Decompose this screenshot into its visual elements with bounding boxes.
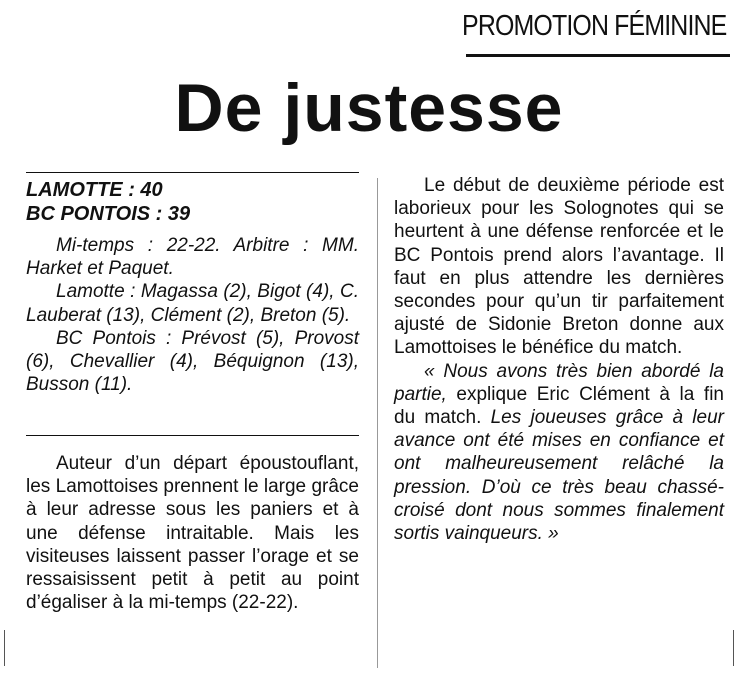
away-team-score: BC PONTOIS : 39 <box>26 203 191 225</box>
article-right-column <box>394 174 724 545</box>
rubric-underline <box>466 54 730 57</box>
left-column-top-rule <box>26 172 359 173</box>
lamotte-scorers: Lamotte : Magassa (2), Bigot (4), C. Lauberat (13), Clément (2), Breton (5). <box>26 281 359 326</box>
quote-attribution: explique Eric Clément à la fin du match. <box>394 383 724 429</box>
scan-margin-mark <box>4 630 5 666</box>
scan-margin-mark-right <box>733 630 734 666</box>
section-rubric: PROMOTION FÉMININE <box>461 10 726 42</box>
halftime-and-referees: Mi-temps : 22-22. Arbitre : MM. Harket et Paquet. <box>26 235 359 280</box>
match-info-box <box>26 234 359 396</box>
left-column-mid-rule <box>26 435 359 436</box>
home-team-score: LAMOTTE : 40 <box>26 179 163 201</box>
article-paragraph-2: Le début de deuxième période est laborieux pour les Solognotes qui se heurtent à une défense renforcée et le BC Pontois prend alors l’avantage. Il faut en plus attendre les dernières secondes pour qu’un tir parfaitement ajusté de Sidonie Breton donne aux Lamottoises le bénéfice du match. <box>394 175 724 359</box>
quote-part-2: Les joueuses grâce à leur avance ont été mises en confiance et ont malheureusement relâché la pression. D’où ce très beau chassé-croisé dont nous sommes finalement sortis vainqueurs. » <box>394 407 724 545</box>
pontois-scorers: BC Pontois : Prévost (5), Provost (6), Chevallier (4), Béquignon (13), Busson (11). <box>26 327 359 396</box>
score-box <box>26 178 359 226</box>
article-left-column <box>26 452 359 614</box>
quote-paragraph <box>394 360 724 546</box>
quote-part-1: « Nous avons très bien abordé la partie, <box>394 360 724 405</box>
article-paragraph-1: Auteur d’un départ époustouflant, les Lamottoises prennent le large grâce à leur adresse sous les paniers et à une défense intraitable. Mais les visiteuses laissent passer l’orage et se ressaisissent petit à petit au point d’égaliser à la mi-temps (22-22). <box>26 453 359 614</box>
column-divider <box>377 178 378 668</box>
headline: De justesse <box>174 70 564 146</box>
